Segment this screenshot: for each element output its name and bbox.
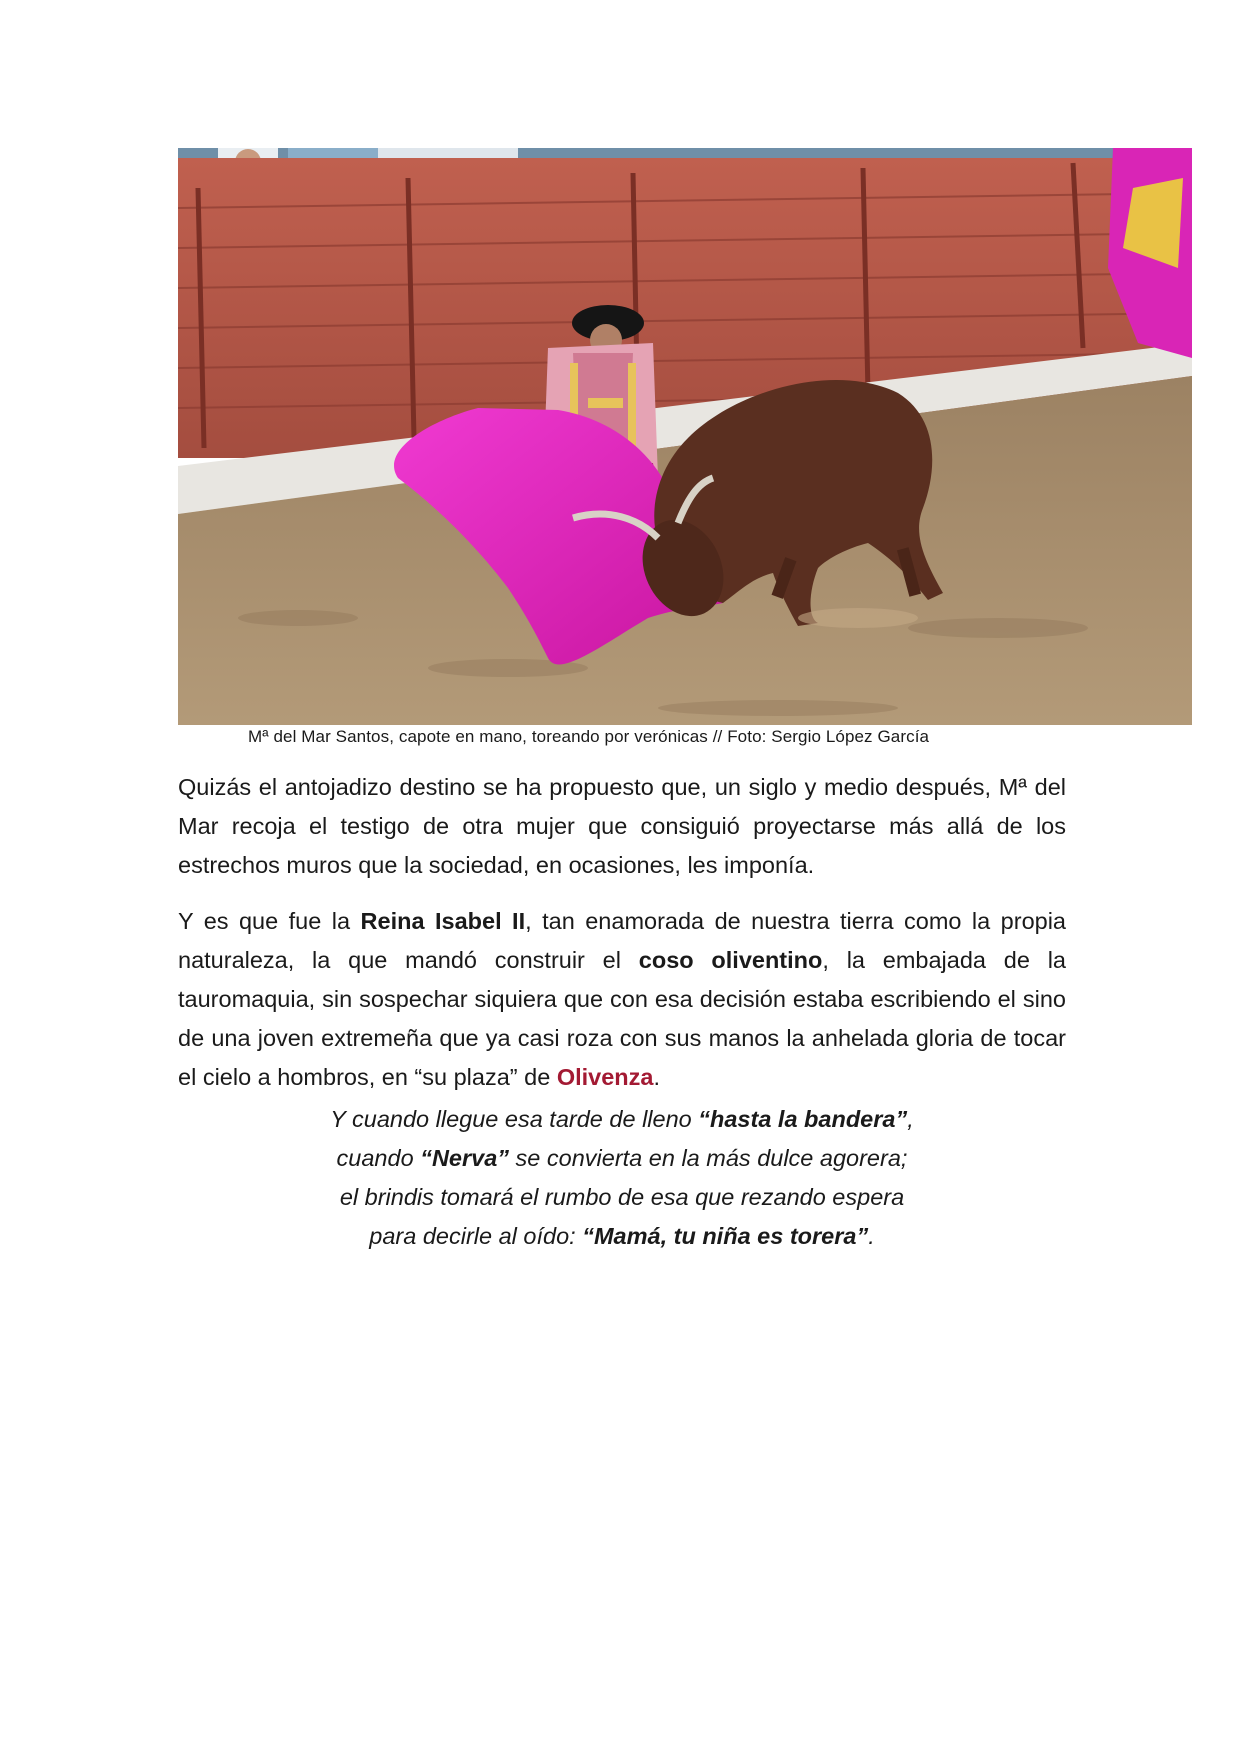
verse-line-4 <box>178 1217 1066 1256</box>
paragraph-1: Quizás el antojadizo destino se ha propuesto que, un siglo y medio después, Mª del Mar recoja el testigo de otra mujer que consiguió proyectarse más allá de los estrechos muros que la sociedad, en ocasiones, les imponía. <box>178 774 1066 878</box>
verse-line-2-bold: “Nerva” <box>420 1145 510 1171</box>
verse-line-2 <box>178 1139 1066 1178</box>
bullfight-photo <box>178 148 1192 725</box>
verse-line-2-c: se convierta en la más dulce agorera; <box>509 1145 908 1171</box>
verse-line-1-bold: “hasta la bandera” <box>698 1106 908 1132</box>
paragraph-2-bold-coso: coso oliventino <box>638 947 823 973</box>
verse-line-4-bold: “Mamá, tu niña es torera” <box>582 1223 869 1249</box>
paragraph-2-text-4: . <box>653 1064 660 1090</box>
verse-line-4-c: . <box>868 1223 875 1249</box>
paragraph-2-bold-queen: Reina Isabel II <box>360 908 526 934</box>
verse-line-1 <box>178 1100 1066 1139</box>
paragraph-2-text-1: Y es que fue la <box>178 908 361 934</box>
verse-line-1-c: , <box>907 1106 914 1132</box>
verse-line-3: el brindis tomará el rumbo de esa que rezando espera <box>339 1184 905 1210</box>
verse-line-2-a: cuando <box>336 1145 421 1171</box>
paragraph-2-text-2: , tan enamorada de nuestra tierra como la propia naturaleza, la que mandó construir el <box>178 908 1067 973</box>
verse-line-1-a: Y cuando llegue esa tarde de lleno <box>330 1106 699 1132</box>
paragraph-2-text-3: , la embajada de la tauromaquia, sin sospechar siquiera que con esa decisión estaba escribiendo el sino de una joven extremeña que ya casi roza con sus manos la anhelada gloria de tocar el cielo a hombros, en “su plaza” de <box>178 947 1066 1090</box>
photo-caption: Mª del Mar Santos, capote en mano, toreando por verónicas // Foto: Sergio López García <box>248 727 930 746</box>
paragraph-2 <box>178 902 1066 1097</box>
verse-line-4-a: para decirle al oído: <box>369 1223 583 1249</box>
paragraph-2-olivenza: Olivenza <box>556 1064 654 1090</box>
